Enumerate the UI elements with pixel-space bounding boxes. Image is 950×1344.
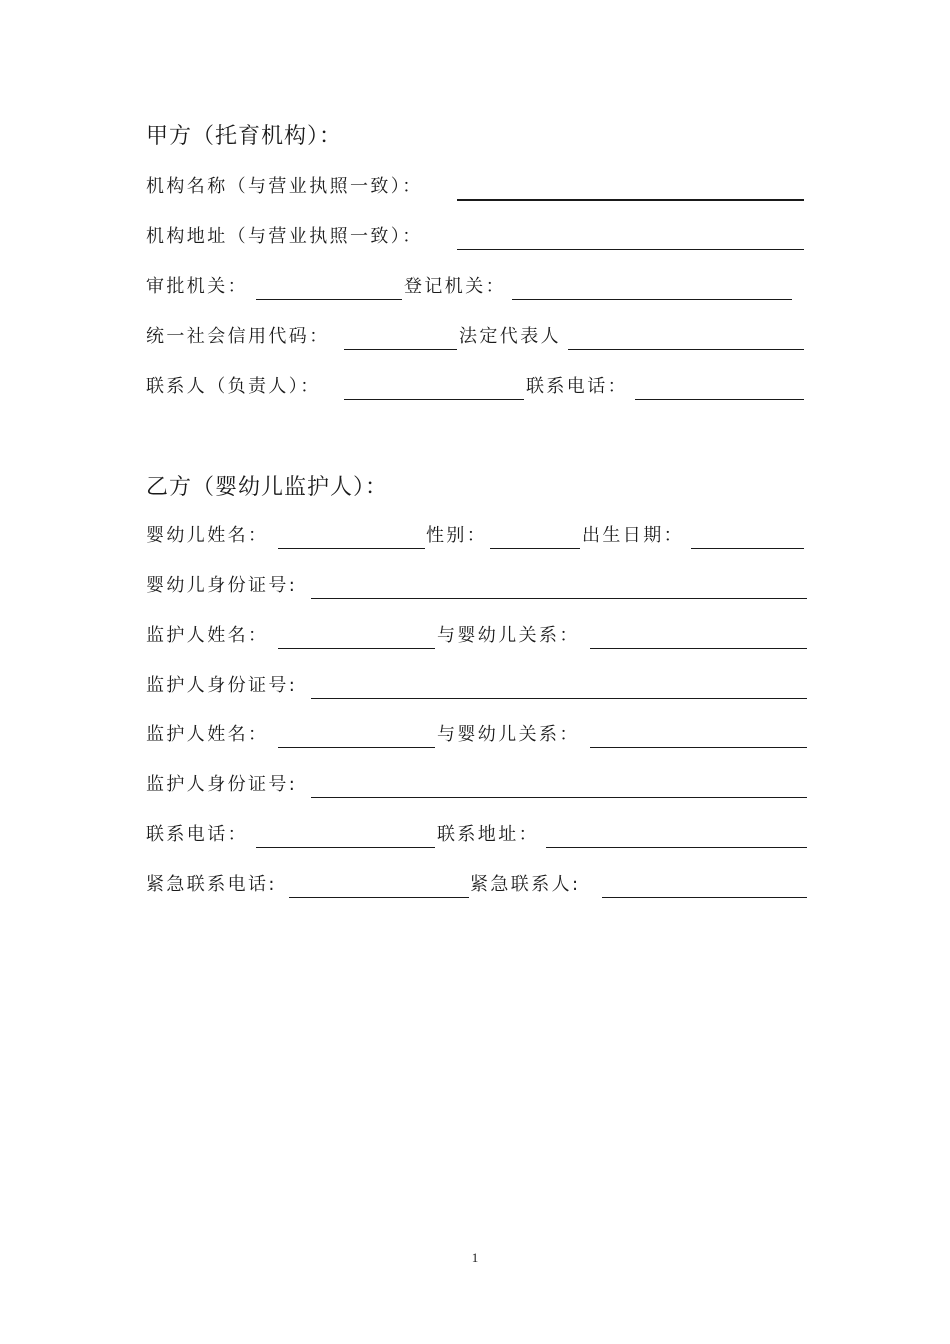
approval-authority-field[interactable]: [256, 299, 402, 300]
approval-authority-label: 审批机关：: [146, 276, 248, 297]
child-id-label: 婴幼儿身份证号:: [146, 575, 298, 596]
guardian1-name-field[interactable]: [278, 648, 435, 649]
registration-authority-label: 登记机关：: [404, 276, 506, 297]
guardian2-relation-label: 与婴幼儿关系：: [437, 724, 580, 745]
guardian2-name-label: 监护人姓名：: [146, 724, 269, 745]
guardian1-id-label: 监护人身份证号:: [146, 675, 298, 696]
emergency-contact-label: 紧急联系人:: [470, 874, 581, 895]
emergency-phone-label: 紧急联系电话:: [146, 874, 277, 895]
guardian1-relation-label: 与婴幼儿关系：: [437, 625, 580, 646]
child-id-field[interactable]: [311, 598, 807, 599]
org-name-label: 机构名称（与营业执照一致）：: [146, 176, 423, 197]
registration-authority-field[interactable]: [512, 299, 792, 300]
birth-date-label: 出生日期：: [582, 525, 684, 546]
guardian2-name-field[interactable]: [278, 747, 435, 748]
guardian2-id-label: 监护人身份证号:: [146, 774, 298, 795]
contact-phone-label: 联系电话：: [526, 376, 628, 397]
guardian2-relation-field[interactable]: [590, 747, 807, 748]
org-address-label: 机构地址（与营业执照一致）：: [146, 226, 423, 247]
gender-label: 性别：: [426, 525, 488, 546]
gender-field[interactable]: [490, 548, 580, 549]
legal-rep-label: 法定代表人: [459, 326, 561, 347]
contact-person-label: 联系人（负责人）：: [146, 376, 321, 397]
child-name-field[interactable]: [278, 548, 425, 549]
credit-code-label: 统一社会信用代码：: [146, 326, 330, 347]
legal-rep-field[interactable]: [568, 349, 804, 350]
address-field[interactable]: [546, 847, 807, 848]
address-label: 联系地址：: [437, 824, 539, 845]
guardian1-name-label: 监护人姓名：: [146, 625, 269, 646]
org-address-field[interactable]: [457, 249, 804, 250]
party-b-heading: 乙方（婴幼儿监护人）：: [146, 475, 389, 500]
emergency-contact-field[interactable]: [602, 897, 807, 898]
party-a-heading: 甲方（托育机构）：: [146, 124, 343, 149]
page-number: 1: [471, 1250, 479, 1265]
guardian2-id-field[interactable]: [311, 797, 807, 798]
child-name-label: 婴幼儿姓名：: [146, 525, 269, 546]
guardian1-relation-field[interactable]: [590, 648, 807, 649]
org-name-field[interactable]: [457, 199, 804, 201]
phone-label: 联系电话：: [146, 824, 248, 845]
contact-person-field[interactable]: [344, 399, 524, 400]
credit-code-field[interactable]: [344, 349, 457, 350]
guardian1-id-field[interactable]: [311, 698, 807, 699]
contact-phone-field[interactable]: [635, 399, 804, 400]
birth-date-field[interactable]: [691, 548, 804, 549]
phone-field[interactable]: [256, 847, 435, 848]
emergency-phone-field[interactable]: [289, 897, 469, 898]
